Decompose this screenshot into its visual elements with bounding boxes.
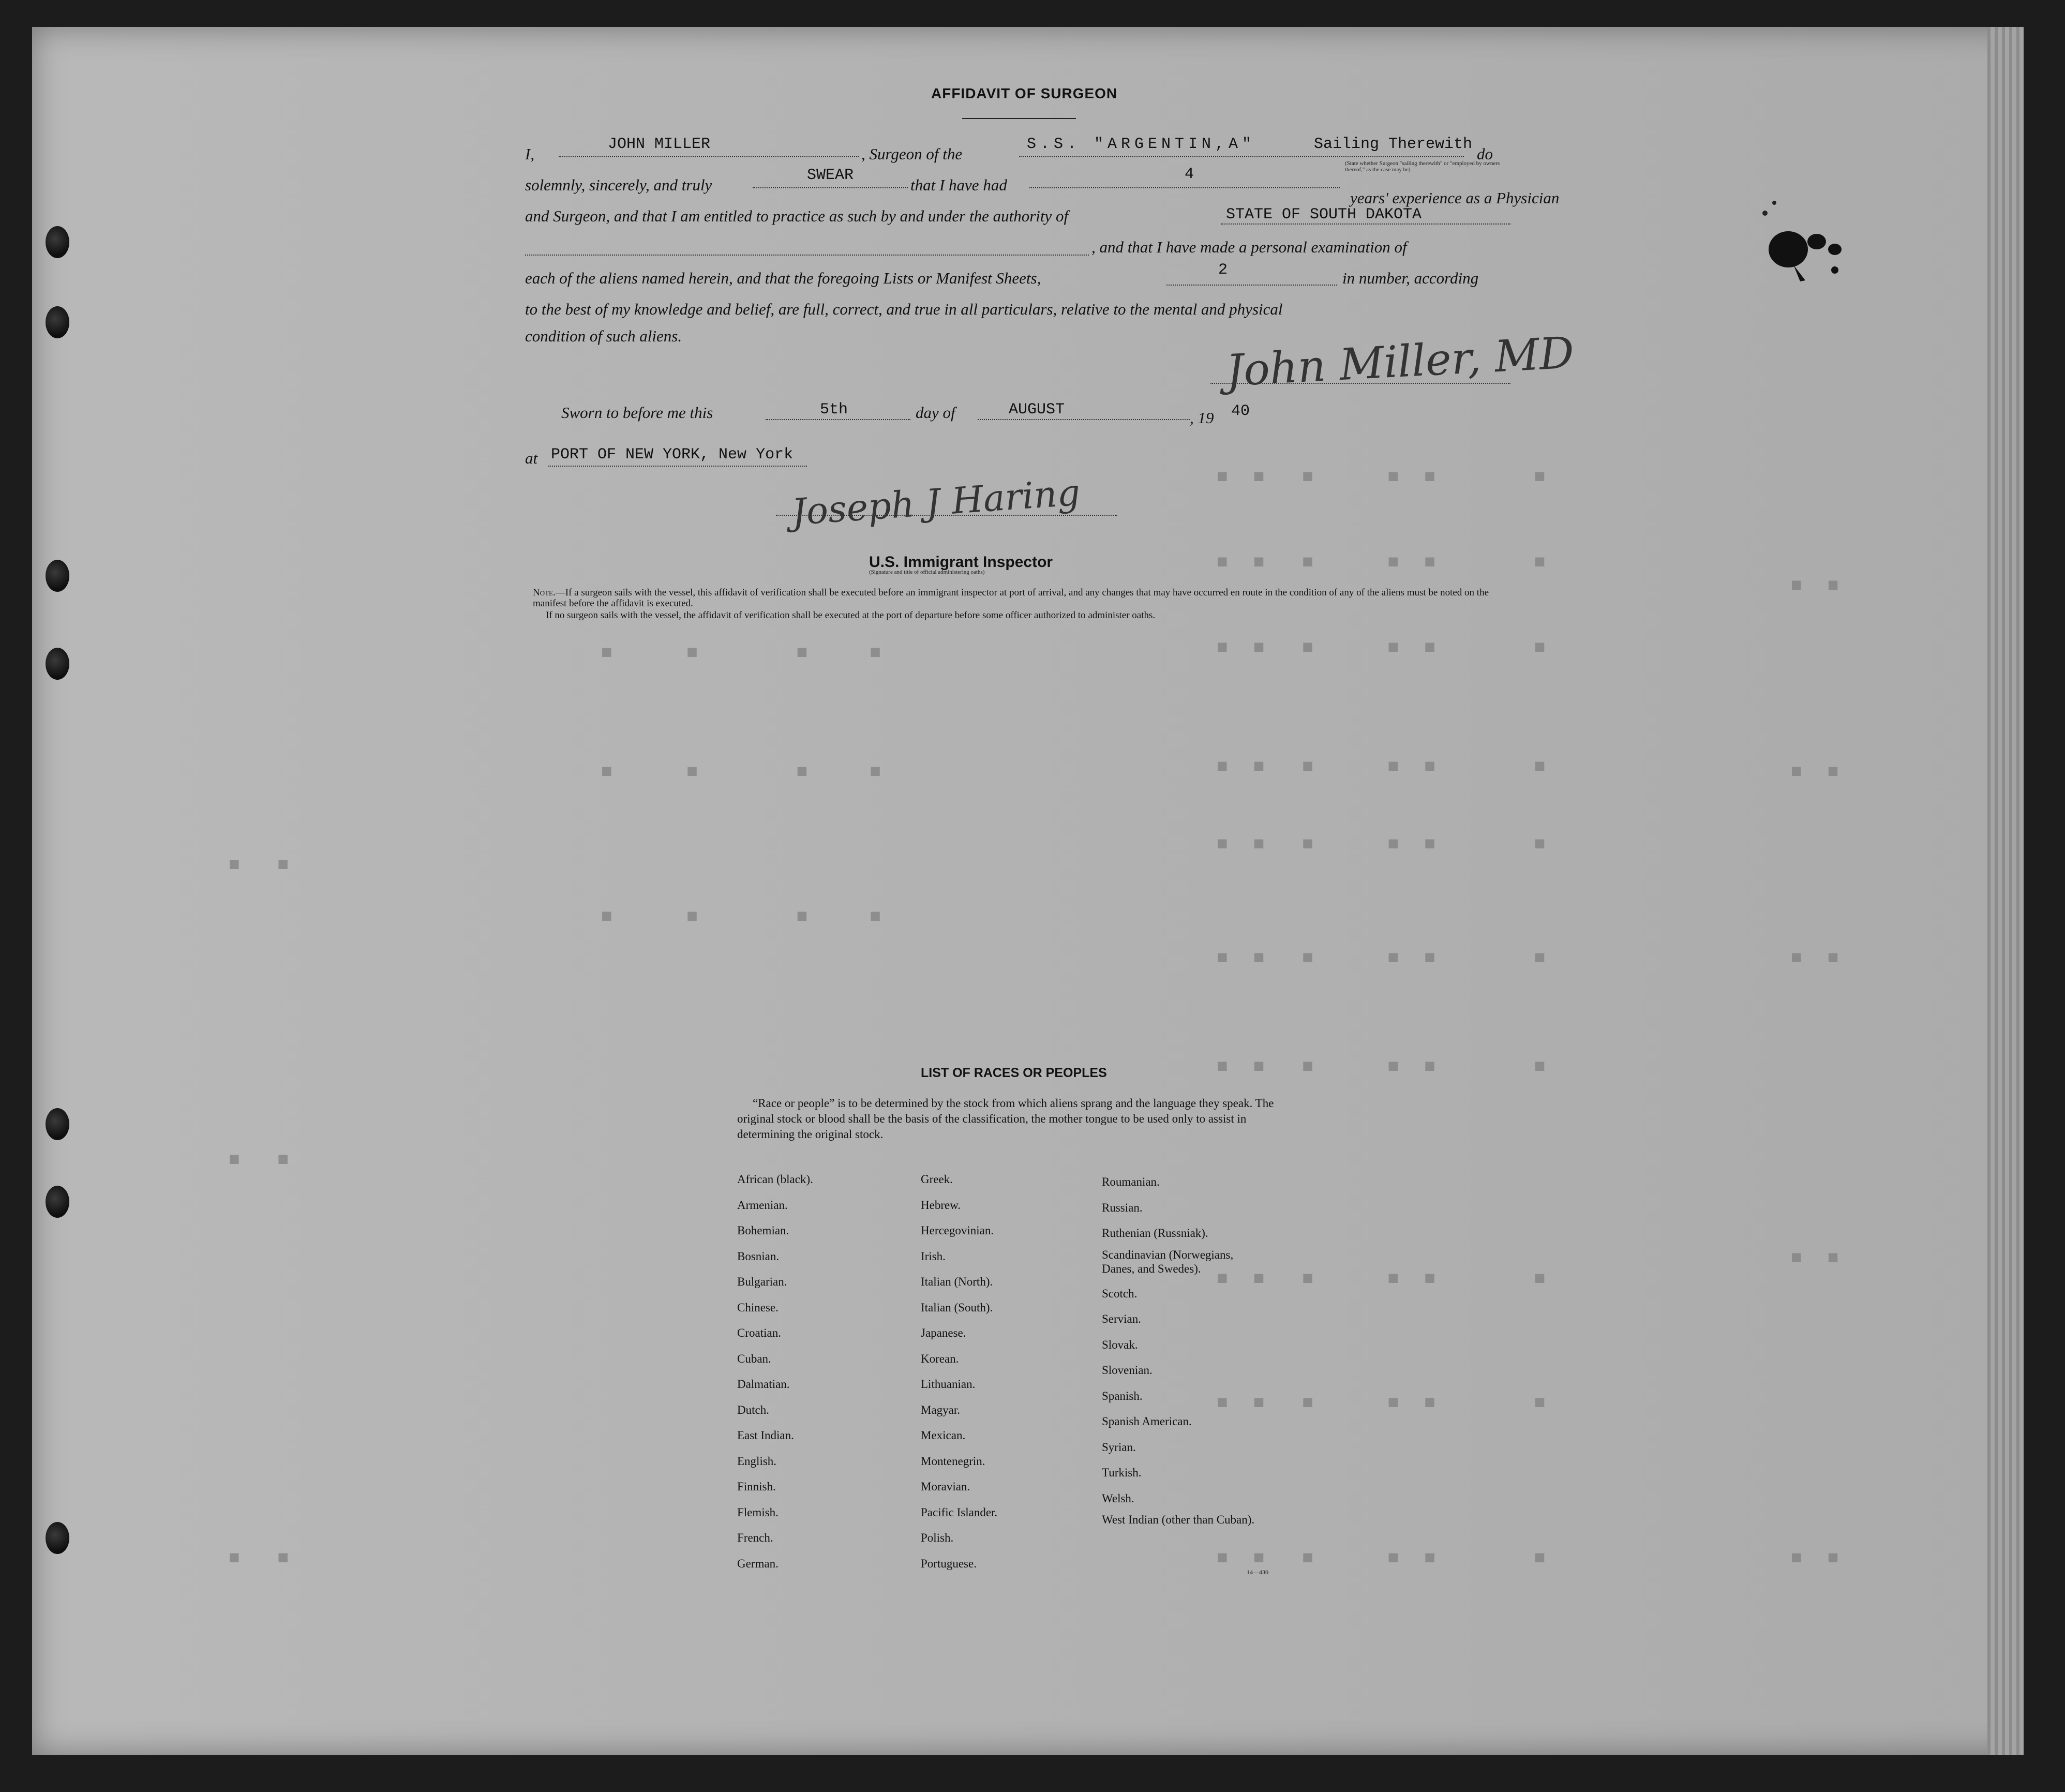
binder-hole <box>46 560 69 592</box>
race-item: Spanish American. <box>1102 1415 1192 1428</box>
page-edge <box>1987 27 2024 1755</box>
oath-type: SWEAR <box>807 167 854 184</box>
fill-line <box>1221 223 1510 225</box>
race-item: Russian. <box>1102 1201 1143 1214</box>
sworn-day: 5th <box>820 401 848 419</box>
race-item: Armenian. <box>737 1198 788 1212</box>
fill-line <box>1166 285 1337 286</box>
race-item: Scotch. <box>1102 1287 1138 1300</box>
line3-suffix: years' experience as a Physician <box>1350 189 1560 207</box>
race-item: Slovenian. <box>1102 1364 1153 1377</box>
races-column-2 <box>921 1167 997 1576</box>
affidavit-note <box>533 587 1516 622</box>
race-item: Slovak. <box>1102 1338 1138 1351</box>
race-item: Bosnian. <box>737 1249 780 1263</box>
races-intro <box>737 1096 1291 1142</box>
race-item: Greek. <box>921 1173 953 1186</box>
race-item: Montenegrin. <box>921 1454 985 1468</box>
race-item: Spanish. <box>1102 1389 1143 1402</box>
inspector-signature: Joseph J Haring <box>790 471 1082 534</box>
race-item: French. <box>737 1531 773 1544</box>
line2-prefix: solemnly, sincerely, and truly <box>525 176 712 194</box>
note-paragraph-2: If no surgeon sails with the vessel, the affidavit of verification shall be executed at the port of departure before some officer authorized to administer oaths. <box>546 610 1156 621</box>
inspector-title: U.S. Immigrant Inspector <box>869 554 1053 571</box>
race-item: Bohemian. <box>737 1224 789 1237</box>
race-item: Dalmatian. <box>737 1378 790 1391</box>
binder-hole <box>46 226 69 258</box>
race-item: Ruthenian (Russniak). <box>1102 1227 1208 1240</box>
line6-prefix: each of the aliens named herein, and that the foregoing Lists or Manifest Sheets, <box>525 269 1041 287</box>
binder-hole <box>46 1522 69 1554</box>
line4-prefix: and Surgeon, and that I am entitled to practice as such by and under the authority of <box>525 207 1069 225</box>
line1-suffix: do <box>1477 145 1493 163</box>
years-experience: 4 <box>1185 166 1194 183</box>
binder-hole <box>46 306 69 338</box>
title-underline <box>962 118 1076 119</box>
fill-line <box>1029 187 1340 188</box>
place-prefix: at <box>525 449 538 467</box>
surgeon-signature: John Miller, MD <box>1224 327 1576 396</box>
race-item: Italian (North). <box>921 1275 993 1288</box>
line5-suffix: , and that I have made a personal examination of <box>1091 238 1407 256</box>
race-item: Hebrew. <box>921 1198 961 1212</box>
line1-mid: , Surgeon of the <box>861 145 963 163</box>
surgeon-role: Sailing Therewith <box>1314 136 1473 153</box>
affidavit-line-8: condition of such aliens. <box>525 327 682 345</box>
line2-mid: that I have had <box>910 176 1007 194</box>
race-item: Servian. <box>1102 1312 1142 1325</box>
race-item: Polish. <box>921 1531 954 1544</box>
race-item: Lithuanian. <box>921 1378 976 1391</box>
race-item: Irish. <box>921 1249 946 1263</box>
race-item: African (black). <box>737 1173 813 1186</box>
race-item: Dutch. <box>737 1403 769 1416</box>
affidavit-line-1 <box>525 145 534 163</box>
fill-line <box>1019 156 1464 157</box>
races-title: LIST OF RACES OR PEOPLES <box>921 1066 1107 1080</box>
sworn-year: 40 <box>1231 402 1250 420</box>
place-of-oath: PORT OF NEW YORK, New York <box>551 446 794 464</box>
line6-suffix: in number, according <box>1342 269 1479 287</box>
fill-line <box>525 255 1089 256</box>
race-item: Croatian. <box>737 1326 781 1339</box>
manifest-page: ■ ■ ■ ■ ■ ■ ■ ■ ■ ■ ■ ■ ■ ■ ■ ■ ■ ■ ■ ■ ■ ■ ■ ■ ■ ■ ■ ■ ■ ■ ■ ■ ■ ■ ■ ■ ■ ■ ■ ■ ■ ■ ■ ■ ■ ■ ■ ■ ■ ■ ■ ■ ■ ■ ■ ■ ■ ■ ■ ■ ■ ■ ■ ■ ■ ■ ■ ■ ■ ■ ■ ■ ■ ■ ■ ■ ■ ■ ■ ■ ■ ■ ■ ■ ■ ■ ■ ■ <box>32 27 2024 1755</box>
sworn-month: AUGUST <box>1009 401 1065 419</box>
race-item: Chinese. <box>737 1301 779 1314</box>
race-item: Magyar. <box>921 1403 961 1416</box>
manifest-sheet-count: 2 <box>1218 261 1228 279</box>
surgeon-name: JOHN MILLER <box>608 136 711 153</box>
affidavit-line-7: to the best of my knowledge and belief, are full, correct, and true in all particulars, relative to the mental and physical <box>525 300 1283 318</box>
fill-line <box>753 187 908 188</box>
race-item: Cuban. <box>737 1352 771 1365</box>
fill-line <box>548 466 807 467</box>
race-item: Syrian. <box>1102 1440 1136 1454</box>
form-number: 14—430 <box>1247 1569 1268 1576</box>
fill-line <box>978 419 1190 420</box>
race-item: Flemish. <box>737 1505 779 1519</box>
sworn-year-prefix: , 19 <box>1190 409 1214 427</box>
races-column-3 <box>1102 1169 1257 1532</box>
sworn-mid: day of <box>916 404 955 422</box>
race-item: Scandinavian (Norwegians, Danes, and Swedes). <box>1102 1248 1234 1275</box>
race-item: Korean. <box>921 1352 959 1365</box>
inspector-note: (Signature and title of official administering oaths) <box>869 569 985 575</box>
binder-hole <box>46 1186 69 1218</box>
race-item: Japanese. <box>921 1326 966 1339</box>
races-intro-text: “Race or people” is to be determined by the stock from which aliens sprang and the language they speak. The original stock or blood shall be the basis of the classification, the mother tongue to be used only to assist in determining the original stock. <box>737 1097 1274 1141</box>
vessel-name: S.S. "ARGENTIN,A" <box>1027 136 1256 153</box>
race-item: East Indian. <box>737 1429 794 1442</box>
race-item: German. <box>737 1557 779 1570</box>
fill-line <box>559 156 859 157</box>
races-column-1 <box>737 1167 813 1576</box>
note-label: Note. <box>533 587 556 598</box>
race-item: Pacific Islander. <box>921 1505 998 1519</box>
licensing-authority: STATE OF SOUTH DAKOTA <box>1226 206 1422 223</box>
race-item: Welsh. <box>1102 1491 1134 1505</box>
affidavit-title: AFFIDAVIT OF SURGEON <box>931 85 1118 101</box>
line1-prefix: I, <box>525 145 535 163</box>
race-item: Moravian. <box>921 1480 970 1493</box>
fill-line <box>766 419 910 420</box>
race-item: English. <box>737 1454 777 1468</box>
note-paragraph-1: —If a surgeon sails with the vessel, this affidavit of verification shall be executed before an immigrant inspector at port of arrival, and any changes that may have occurred en route in the condition of any of the aliens must be noted on the manifest before the affidavit is executed. <box>533 587 1489 609</box>
signature-line <box>1210 383 1510 384</box>
race-item: Mexican. <box>921 1429 966 1442</box>
race-item: Roumanian. <box>1102 1175 1160 1188</box>
race-item: Portuguese. <box>921 1557 977 1570</box>
signature-line <box>776 515 1117 516</box>
ink-blot-mark <box>1744 192 1858 291</box>
binder-hole <box>46 1108 69 1140</box>
race-item: Finnish. <box>737 1480 776 1493</box>
race-item: Hercegovinian. <box>921 1224 994 1237</box>
sworn-prefix: Sworn to before me this <box>561 404 713 422</box>
role-note: (State whether Surgeon "sailing therewith" or "employed by owners thereof," as the case may be) <box>1345 160 1500 173</box>
binder-hole <box>46 648 69 680</box>
race-item: Bulgarian. <box>737 1275 787 1288</box>
race-item: Turkish. <box>1102 1466 1142 1479</box>
race-item: West Indian (other than Cuban). <box>1102 1513 1255 1526</box>
race-item: Italian (South). <box>921 1301 993 1314</box>
